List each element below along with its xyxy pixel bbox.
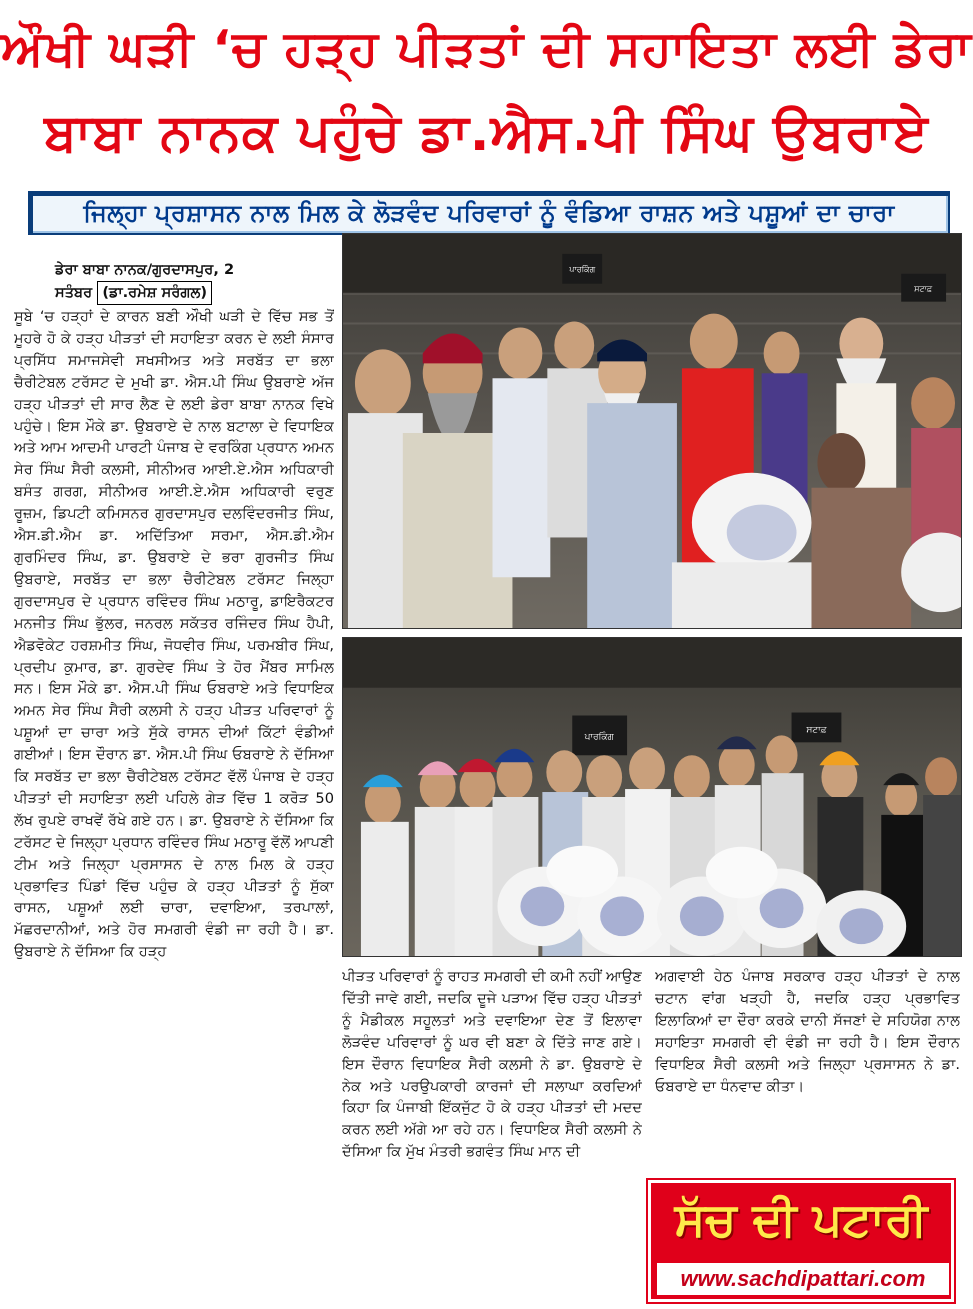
photo2-sign-2: ਸਟਾਫ਼ — [806, 725, 827, 736]
dateline-place: ਡੇਰਾ ਬਾਬਾ ਨਾਨਕ/ਗੁਰਦਾਸਪੁਰ, 2 — [55, 261, 235, 278]
headline-line-2: ਬਾਬਾ ਨਾਨਕ ਪਹੁੰਚੇ ਡਾ.ਐਸ.ਪੀ ਸਿੰਘ ਉਬਰਾਏ — [44, 103, 929, 163]
logo-title: ਸੱਚ ਦੀ ਪਟਾਰੀ — [674, 1192, 928, 1246]
photo2-sign-1: ਪਾਰਕਿੰਗ — [584, 732, 614, 743]
photo-distribution-graphic — [343, 234, 961, 628]
article-column-2: ਪੀੜਤ ਪਰਿਵਾਰਾਂ ਨੂੰ ਰਾਹਤ ਸਮਗਰੀ ਦੀ ਕਮੀ ਨਹੀਂ ਆਉਣ ਦਿੱਤੀ ਜਾਵੇ ਗਈ, ਜਦਕਿ ਦੂਜੇ ਪੜਾਅ ਵਿੱਚ ਹੜ੍ਹ ਪੀੜਤਾਂ ਨੂੰ ਮੈਡੀਕਲ ਸਹੂਲਤਾਂ ਅਤੇ ਦਵਾਇਆ ਦੇਣ ਤੋਂ ਇਲਾਵਾ ਲੋੜਵੰਦ ਪਰਿਵਾਰਾਂ ਨੂੰ ਘਰ ਵੀ ਬਣਾ ਕੇ ਦਿੱਤੇ ਜਾਣ ਗਏ। ਇਸ ਦੌਰਾਨ ਵਿਧਾਇਕ ਸੈਰੀ ਕਲਸੀ ਨੇ ਡਾ. ਉਬਰਾਏ ਦੇ ਨੇਕ ਅਤੇ ਪਰਉਪਕਾਰੀ ਕਾਰਜਾਂ ਦੀ ਸਲਾਘਾ ਕਰਦਿਆਂ ਕਿਹਾ ਕਿ ਪੰਜਾਬੀ ਇੱਕਜੁੱਟ ਹੋ ਕੇ ਹੜ੍ਹ ਪੀੜਤਾਂ ਦੀ ਮਦਦ ਕਰਨ ਲਈ ਅੱਗੇ ਆ ਰਹੇ ਹਨ। ਵਿਧਾਇਕ ਸੈਰੀ ਕਲਸੀ ਨੇ ਦੱਸਿਆ ਕਿ ਮੁੱਖ ਮੰਤਰੀ ਭਗਵੰਤ ਸਿੰਘ ਮਾਨ ਦੀ — [342, 968, 642, 1161]
photo1-sign-2: ਸਟਾਫ਼ — [914, 284, 933, 294]
headline-line-1: ਔਖੀ ਘੜੀ ‘ਚ ਹੜ੍ਹ ਪੀੜਤਾਂ ਦੀ ਸਹਾਇਤਾ ਲਈ ਡੇਰਾ — [1, 20, 972, 77]
article-column-1: ਸੂਬੇ ‘ਚ ਹੜ੍ਹਾਂ ਦੇ ਕਾਰਨ ਬਣੀ ਔਖੀ ਘੜੀ ਦੇ ਵਿੱਚ ਸਭ ਤੋਂ ਮੂਹਰੇ ਹੋ ਕੇ ਹੜ੍ਹ ਪੀੜਤਾਂ ਦੀ ਸਹਾਇਤਾ ਕਰਨ ਦੇ ਲਈ ਸੰਸਾਰ ਪ੍ਰਸਿੱਧ ਸਮਾਜਸੇਵੀ ਸਖਸੀਅਤ ਅਤੇ ਸਰਬੱਤ ਦਾ ਭਲਾ ਚੈਰੀਟੇਬਲ ਟਰੱਸਟ ਦੇ ਮੁਖੀ ਡਾ. ਐਸ.ਪੀ ਸਿੰਘ ਉਬਰਾਏ ਅੱਜ ਹੜ੍ਹ ਪੀੜਤਾਂ ਦੀ ਸਾਰ ਲੈਣ ਦੇ ਲਈ ਡੇਰਾ ਬਾਬਾ ਨਾਨਕ ਵਿਖੇ ਪਹੁੰਚੇ। ਇਸ ਮੌਕੇ ਡਾ. ਉਬਰਾਏ ਦੇ ਨਾਲ ਬਟਾਲਾ ਦੇ ਵਿਧਾਇਕ ਅਤੇ ਆਮ ਆਦਮੀ ਪਾਰਟੀ ਪੰਜਾਬ ਦੇ ਵਰਕਿੰਗ ਪ੍ਰਧਾਨ ਅਮਨ ਸੇਰ ਸਿੰਘ ਸੈਰੀ ਕਲਸੀ, ਸੀਨੀਅਰ ਆਈ.ਏ.ਐਸ ਅਧਿਕਾਰੀ ਬਸੰਤ ਗਰਗ, ਸੀਨੀਅਰ ਆਈ.ਏ.ਐਸ ਅਧਿਕਾਰੀ ਵਰੁਣ ਰੂਜ਼ਮ, ਡਿਪਟੀ ਕਮਿਸਨਰ ਗੁਰਦਾਸਪੁਰ ਦਲਵਿੰਦਰਜੀਤ ਸਿੰਘ, ਐਸ.ਡੀ.ਐਮ ਡਾ. ਅਦਿੱਤਿਆ ਸਰਮਾ, ਐਸ.ਡੀ.ਐਮ ਗੁਰਮਿੰਦਰ ਸਿੰਘ, ਡਾ. ਉਬਰਾਏ ਦੇ ਭਰਾ ਗੁਰਜੀਤ ਸਿੰਘ ਉਬਰਾਏ, ਸਰਬੱਤ ਦਾ ਭਲਾ ਚੈਰੀਟੇਬਲ ਟਰੱਸਟ ਜਿਲ੍ਹਾ ਗੁਰਦਾਸਪੁਰ ਦੇ ਪ੍ਰਧਾਨ ਰਵਿੰਦਰ ਸਿੰਘ ਮਠਾਰੂ, ਡਾਇਰੈਕਟਰ ਮਨਜੀਤ ਸਿੰਘ ਭੁੱਲਰ, ਜਨਰਲ ਸਕੱਤਰ ਰਜਿੰਦਰ ਸਿੰਘ ਹੈਪੀ, ਐਡਵੋਕੇਟ ਹਰਸ਼ਮੀਤ ਸਿੰਘ, ਜੋਧਵੀਰ ਸਿੰਘ, ਪਰਮਬੀਰ ਸਿੰਘ, ਪ੍ਰਦੀਪ ਕੁਮਾਰ, ਡਾ. ਗੁਰਦੇਵ ਸਿੰਘ ਤੇ ਹੋਰ ਮੈਂਬਰ ਸਾਮਿਲ ਸਨ। ਇਸ ਮੌਕੇ ਡਾ. ਐਸ.ਪੀ ਸਿੰਘ ਓਬਰਾਏ ਅਤੇ ਵਿਧਾਇਕ ਅਮਨ ਸੇਰ ਸਿੰਘ ਸੈਰੀ ਕਲਸੀ ਨੇ ਹੜ੍ਹ ਪੀੜਤ ਪਰਿਵਾਰਾਂ ਨੂੰ ਪਸ਼ੂਆਂ ਦਾ ਚਾਰਾ ਅਤੇ ਸੁੱਕੇ ਰਾਸਨ ਦੀਆਂ ਕਿੱਟਾਂ ਵੰਡੀਆਂ ਗਈਆਂ। ਇਸ ਦੌਰਾਨ ਡਾ. ਐਸ.ਪੀ ਸਿੰਘ ਓਬਰਾਏ ਨੇ ਦੱਸਿਆ ਕਿ ਸਰਬੱਤ ਦਾ ਭਲਾ ਚੈਰੀਟੇਬਲ ਟਰੱਸਟ ਵੱਲੋਂ ਪੰਜਾਬ ਦੇ ਹੜ੍ਹ ਪੀੜਤਾਂ ਦੀ ਸਹਾਇਤਾ ਲਈ ਪਹਿਲੇ ਗੇੜ ਵਿੱਚ 1 ਕਰੋੜ 50 ਲੱਖ ਰੁਪਏ ਰਾਖਵੇਂ ਰੱਖੇ ਗਏ ਹਨ। ਡਾ. ਉਬਰਾਏ ਨੇ ਦੱਸਿਆ ਕਿ ਟਰੱਸਟ ਦੇ ਜਿਲ੍ਹਾ ਪ੍ਰਧਾਨ ਰਵਿੰਦਰ ਸਿੰਘ ਮਠਾਰੂ ਵੱਲੋਂ ਆਪਣੀ ਟੀਮ ਅਤੇ ਜਿਲ੍ਹਾ ਪ੍ਰਸਾਸਨ ਦੇ ਨਾਲ ਮਿਲ ਕੇ ਹੜ੍ਹ ਪ੍ਰਭਾਵਿਤ ਪਿੰਡਾਂ ਵਿੱਚ ਪਹੁੰਚ ਕੇ ਹੜ੍ਹ ਪੀੜਤਾਂ ਨੂੰ ਸੁੱਕਾ ਰਾਸਨ, ਪਸ਼ੂਆਂ ਲਈ ਚਾਰਾ, ਦਵਾਇਆ, ਤਰਪਾਲਾਂ, ਮੱਛਰਦਾਨੀਆਂ, ਅਤੇ ਹੋਰ ਸਮਗਰੀ ਵੰਡੀ ਜਾ ਰਹੀ ਹੈ। ਡਾ. ਉਬਰਾਏ ਨੇ ਦੱਸਿਆ ਕਿ ਹੜ੍ਹ — [14, 308, 334, 961]
dateline — [55, 259, 305, 305]
subheadline: ਜਿਲ੍ਹਾ ਪ੍ਰਸ਼ਾਸਨ ਨਾਲ ਮਿਲ ਕੇ ਲੋੜਵੰਦ ਪਰਿਵਾਰਾਂ ਨੂੰ ਵੰਡਿਆ ਰਾਸ਼ਨ ਅਤੇ ਪਸ਼ੂਆਂ ਦਾ ਚਾਰਾ — [83, 199, 895, 227]
dateline-month-byline — [55, 281, 305, 305]
byline: (ਡਾ.ਰਮੇਸ਼ ਸਰੰਗਲ) — [97, 281, 212, 305]
photo1-sign-1: ਪਾਰਕਿੰਗ — [569, 264, 596, 274]
photo-distribution — [342, 233, 962, 629]
logo-url: www.sachdipattari.com — [657, 1263, 949, 1295]
subheadline-box — [28, 191, 950, 235]
photo-group — [342, 637, 962, 957]
article-column-3: ਅਗਵਾਈ ਹੇਠ ਪੰਜਾਬ ਸਰਕਾਰ ਹੜ੍ਹ ਪੀੜਤਾਂ ਦੇ ਨਾਲ ਚਟਾਨ ਵਾਂਗ ਖੜ੍ਹੀ ਹੈ, ਜਦਕਿ ਹੜ੍ਹ ਪ੍ਰਭਾਵਿਤ ਇਲਾਕਿਆਂ ਦਾ ਦੌਰਾ ਕਰਕੇ ਦਾਨੀ ਸੱਜਣਾਂ ਦੇ ਸਹਿਯੋਗ ਨਾਲ ਸਹਾਇਤਾ ਸਮਗਰੀ ਵੀ ਵੰਡੀ ਜਾ ਰਹੀ ਹੈ। ਇਸ ਦੌਰਾਨ ਵਿਧਾਇਕ ਸੈਰੀ ਕਲਸੀ ਅਤੇ ਜਿਲ੍ਹਾ ਪ੍ਰਸਾਸਨ ਨੇ ਡਾ. ਓਬਰਾਏ ਦਾ ਧੰਨਵਾਦ ਕੀਤਾ। — [655, 968, 960, 1095]
publication-logo — [648, 1180, 954, 1302]
photo-group-graphic — [343, 638, 961, 956]
dateline-month: ਸਤੰਬਰ — [55, 284, 93, 301]
